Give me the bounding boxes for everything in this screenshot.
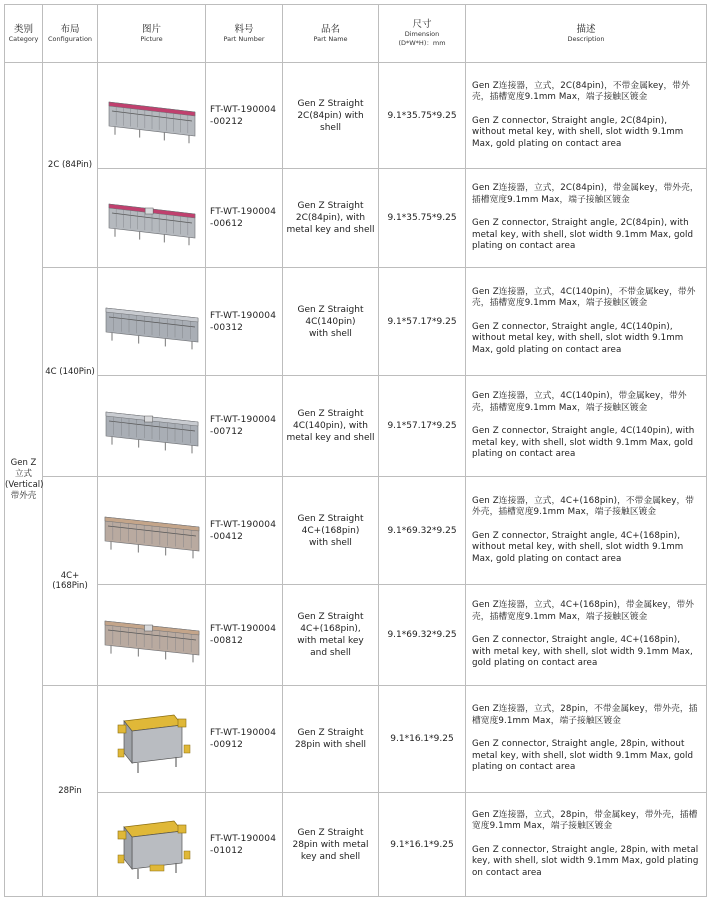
part-number-line: -00712 <box>210 427 244 437</box>
configuration-cell: 4C+ (168Pin) <box>43 477 98 686</box>
dimension-cell: 9.1*35.75*9.25 <box>379 169 466 268</box>
picture-cell <box>98 793 206 897</box>
part-number-line: FT-WT-190004 <box>210 728 277 738</box>
description-cell <box>466 793 707 897</box>
header-part-number-en: Part Number <box>223 34 265 43</box>
description-cell <box>466 376 707 477</box>
description-zh: Gen Z连接器，立式，2C(84pin)，带金属key，带外壳，插槽宽度9.1mm Max，端子接触区镀金 <box>472 183 699 205</box>
part-number-line: -00612 <box>210 219 244 229</box>
part-name-line: 28pin with metal <box>292 839 369 850</box>
part-name-line: and shell <box>310 648 351 658</box>
picture-cell <box>98 268 206 376</box>
part-name-line: 2C(84pin), with <box>295 213 366 223</box>
header-category-en: Category <box>8 34 39 43</box>
description-en: Gen Z connector, Straight angle, 28pin, with metal key, with shell, slot width 9.1mm Max, gold plating on contact area <box>472 844 699 878</box>
header-part-number <box>206 5 283 63</box>
description-en: Gen Z connector, Straight angle, 28pin, without metal key, with shell, slot width 9.1mm Max, gold plating on contact area <box>472 739 694 773</box>
connector-2c-icon <box>98 80 205 152</box>
part-number-line: FT-WT-190004 <box>210 624 277 634</box>
part-number-line: FT-WT-190004 <box>210 519 277 530</box>
part-number-line: -00812 <box>210 636 244 646</box>
part-name-line: Gen Z Straight <box>297 98 364 109</box>
header-dimension-unit: (D*W*H)：mm <box>398 39 446 47</box>
part-number-cell <box>206 793 283 897</box>
description-en: Gen Z connector, Straight angle, 4C(140pin), without metal key, with shell, slot width 9.1mm Max, gold plating on contact area <box>472 321 684 355</box>
category-line: 带外壳 <box>10 490 37 501</box>
part-name-line: Gen Z Straight <box>297 513 364 524</box>
part-number-line: -00312 <box>210 322 244 333</box>
header-part-name-zh: 品名 <box>320 23 340 35</box>
description-zh: Gen Z连接器，立式，28pin，带金属key，带外壳，插槽宽度9.1mm Max，端子接触区镀金 <box>472 809 698 832</box>
table-row <box>5 376 707 477</box>
part-name-line: Gen Z Straight <box>297 304 364 315</box>
category-line: 立式 <box>14 468 32 479</box>
dimension-cell: 9.1*69.32*9.25 <box>379 585 466 686</box>
part-number-cell <box>206 585 283 686</box>
part-name-line: 4C(140pin), with <box>293 421 368 431</box>
part-name-cell <box>283 585 379 686</box>
part-name-cell <box>283 477 379 585</box>
category-cell <box>5 63 43 897</box>
table-row <box>5 477 707 585</box>
part-number-line: -00912 <box>210 740 244 750</box>
table-row <box>5 268 707 376</box>
description-en: Gen Z connector, Straight angle, 4C(140pin), with metal key, with shell, slot width 9.1mm Max, gold plating on contact area <box>472 426 695 460</box>
dimension-cell: 9.1*69.32*9.25 <box>379 477 466 585</box>
table-row <box>5 686 707 793</box>
connector-4c-metal-key-icon <box>98 390 205 462</box>
category-line: Gen Z <box>10 457 37 468</box>
part-name-line: Gen Z Straight <box>297 409 364 419</box>
part-name-line: Gen Z Straight <box>297 728 364 738</box>
part-number-line: FT-WT-190004 <box>210 833 277 844</box>
table-row <box>5 169 707 268</box>
header-picture <box>98 5 206 63</box>
part-name-line: metal key and shell <box>286 433 375 443</box>
connector-4cplus-icon <box>98 495 205 567</box>
connector-4c-icon <box>98 286 205 358</box>
configuration-cell: 4C (140Pin) <box>43 268 98 477</box>
part-name-line: key and shell <box>300 851 361 862</box>
part-name-line: 4C+(168pin) <box>301 525 360 536</box>
table-row <box>5 585 707 686</box>
dimension-cell: 9.1*57.17*9.25 <box>379 268 466 376</box>
header-configuration-en: Configuration <box>47 34 93 43</box>
part-name-line: Gen Z Straight <box>297 612 364 622</box>
dimension-cell: 9.1*35.75*9.25 <box>379 63 466 169</box>
product-table <box>4 4 707 897</box>
header-row <box>5 5 707 63</box>
part-name-cell <box>283 793 379 897</box>
part-number-line: -00412 <box>210 531 244 542</box>
description-zh: Gen Z连接器，立式，4C+(168pin)，带金属key，带外壳，插槽宽度9.1mm Max，端子接触区镀金 <box>472 600 695 622</box>
description-zh: Gen Z连接器，立式，2C(84pin)，不带金属key，带外壳，插槽宽度9.1mm Max，端子接触区镀金 <box>472 80 690 103</box>
part-number-line: -00212 <box>210 116 244 127</box>
configuration-cell: 28Pin <box>43 686 98 897</box>
part-name-line: 28pin with shell <box>294 740 367 750</box>
header-picture-zh: 图片 <box>141 23 161 35</box>
part-number-cell <box>206 169 283 268</box>
dimension-cell: 9.1*16.1*9.25 <box>379 793 466 897</box>
header-part-name <box>283 5 379 63</box>
description-cell <box>466 63 707 169</box>
dimension-cell: 9.1*57.17*9.25 <box>379 376 466 477</box>
header-part-number-zh: 料号 <box>234 23 254 35</box>
part-name-cell <box>283 268 379 376</box>
picture-cell <box>98 477 206 585</box>
part-name-line: Gen Z Straight <box>297 201 364 211</box>
description-en: Gen Z connector, Straight angle, 4C+(168pin), without metal key, with shell, slot width 9.1mm Max, gold plating on contact area <box>472 530 684 564</box>
part-number-cell <box>206 63 283 169</box>
part-number-line: FT-WT-190004 <box>210 104 277 115</box>
header-dimension <box>379 5 466 63</box>
part-name-line: with metal key <box>297 636 364 646</box>
header-description-en: Description <box>567 34 605 43</box>
part-number-cell <box>206 477 283 585</box>
dimension-cell: 9.1*16.1*9.25 <box>379 686 466 793</box>
part-name-line: 4C+(168pin), <box>300 624 361 634</box>
connector-28pin-icon <box>98 699 205 779</box>
description-en: Gen Z connector, Straight angle, 2C(84pin), without metal key, with shell, slot width 9.1mm Max, gold plating on contact area <box>472 115 684 149</box>
part-name-cell <box>283 686 379 793</box>
part-name-cell <box>283 63 379 169</box>
category-line: (Vertical) <box>5 479 44 490</box>
header-description <box>466 5 707 63</box>
part-name-cell <box>283 169 379 268</box>
picture-cell <box>98 376 206 477</box>
picture-cell <box>98 686 206 793</box>
configuration-cell: 2C (84Pin) <box>43 63 98 268</box>
connector-4cplus-metal-key-icon <box>98 599 205 671</box>
description-en: Gen Z connector, Straight angle, 2C(84pin), with metal key, with shell, slot width 9.1mm Max, gold plating on contact area <box>472 218 694 252</box>
picture-cell <box>98 63 206 169</box>
header-part-name-en: Part Name <box>313 34 348 43</box>
connector-28pin-metal-key-icon <box>98 805 205 885</box>
part-number-line: -01012 <box>210 845 244 856</box>
part-name-line: with shell <box>309 537 352 548</box>
header-category <box>5 5 43 63</box>
part-number-line: FT-WT-190004 <box>210 310 277 321</box>
description-zh: Gen Z连接器，立式，28pin，不带金属key，带外壳，插槽宽度9.1mm Max，端子接触区镀金 <box>472 704 698 726</box>
description-zh: Gen Z连接器，立式，4C+(168pin)，不带金属key，带外壳，插槽宽度9.1mm Max，端子接触区镀金 <box>472 495 695 518</box>
connector-2c-metal-key-icon <box>98 182 205 254</box>
header-picture-en: Picture <box>140 34 163 43</box>
description-zh: Gen Z连接器，立式，4C(140pin)，带金属key，带外壳，插槽宽度9.1mm Max，端子接触区镀金 <box>472 391 687 413</box>
picture-cell <box>98 169 206 268</box>
header-description-zh: 描述 <box>576 23 596 35</box>
description-zh: Gen Z连接器，立式，4C(140pin)，不带金属key，带外壳，插槽宽度9.1mm Max，端子接触区镀金 <box>472 286 696 309</box>
part-name-line: with shell <box>309 328 352 339</box>
description-cell <box>466 268 707 376</box>
part-name-cell <box>283 376 379 477</box>
part-number-line: FT-WT-190004 <box>210 415 277 425</box>
description-cell <box>466 686 707 793</box>
table-row <box>5 63 707 169</box>
part-name-line: 2C(84pin) with shell <box>297 110 364 133</box>
part-name-line: 4C(140pin) <box>305 316 356 327</box>
part-number-cell <box>206 268 283 376</box>
part-number-cell <box>206 686 283 793</box>
table-row <box>5 793 707 897</box>
header-configuration <box>43 5 98 63</box>
part-number-line: FT-WT-190004 <box>210 207 277 217</box>
part-name-line: Gen Z Straight <box>297 827 364 838</box>
header-category-zh: 类别 <box>13 23 33 35</box>
header-dimension-zh: 尺寸 <box>412 19 432 30</box>
header-configuration-zh: 布局 <box>60 23 80 35</box>
part-name-line: metal key and shell <box>286 225 375 235</box>
description-en: Gen Z connector, Straight angle, 4C+(168pin), with metal key, with shell, slot width 9.1mm Max, gold plating on contact area <box>472 635 693 669</box>
description-cell <box>466 477 707 585</box>
part-number-cell <box>206 376 283 477</box>
picture-cell <box>98 585 206 686</box>
description-cell <box>466 585 707 686</box>
description-cell <box>466 169 707 268</box>
header-dimension-en: Dimension <box>404 30 440 38</box>
